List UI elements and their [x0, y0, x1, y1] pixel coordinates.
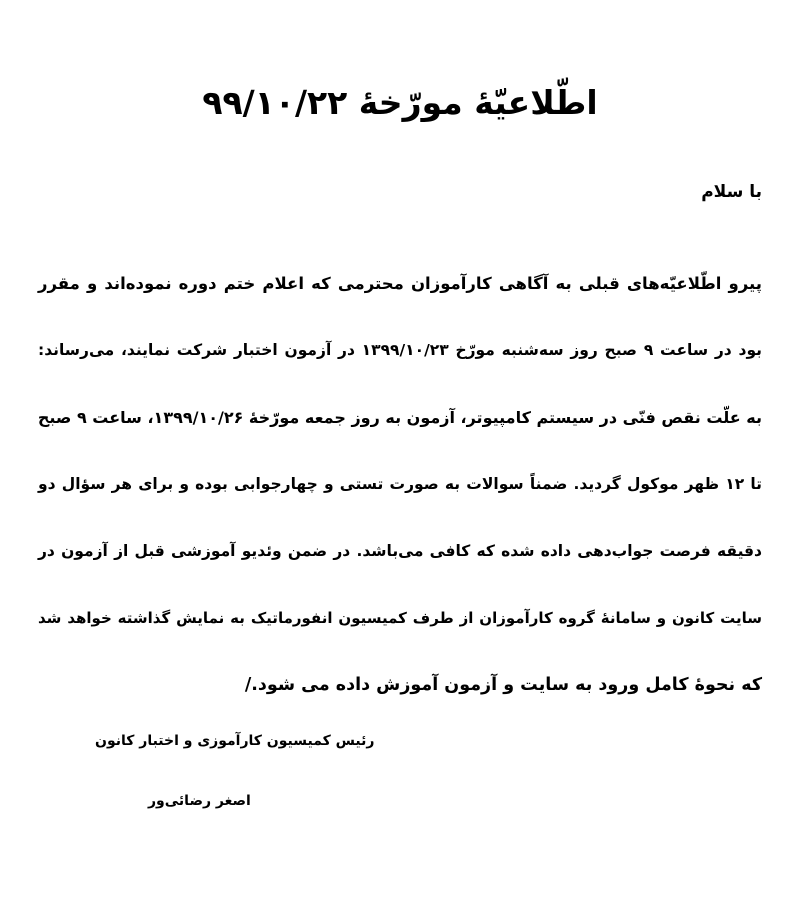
- body-line: بود در ساعت ۹ صبح روز سه‌شنبه مورّخ ۱۳۹۹/۱۰/۲۳ در آزمون اختبار شرکت نمایند، می‌رساند:: [38, 341, 762, 359]
- body-line: به علّت نقص فنّی در سیستم کامپیوتر، آزمون به روز جمعه مورّخۀ ۱۳۹۹/۱۰/۲۶، ساعت ۹ صبح: [37, 408, 762, 427]
- notice-body: [38, 250, 762, 719]
- body-line: که نحوۀ کامل ورود به سایت و آزمون آموزش داده می شود./: [244, 675, 762, 695]
- body-line: پیرو اطّلاعیّه‌های قبلی به آگاهی کارآموزان محترمی که اعلام ختم دوره نموده‌اند و مقرر: [38, 274, 762, 293]
- greeting: با سلام: [701, 182, 762, 202]
- body-line: سایت کانون و سامانۀ گروه کارآموزان از طرف کمیسیون انفورماتیک به نمایش گذاشته خواهد شد: [38, 609, 762, 627]
- body-line: دقیقه فرصت جواب‌دهی داده شده که کافی می‌باشد. در ضمن وئدیو آموزشی قبل از آزمون در: [38, 542, 762, 560]
- signature-role: رئیس کمیسیون کارآموزی و اختبار کانون: [95, 733, 375, 749]
- body-line: تا ۱۲ ظهر موکول گردید. ضمناً سوالات به صورت تستی و چهارجوابی بوده و برای هر سؤال دو: [38, 475, 762, 493]
- notice-title: اطّلاعیّۀ مورّخۀ ۹۹/۱۰/۲۲: [202, 83, 598, 122]
- signature-name: اصغر رضائی‌ور: [148, 793, 251, 809]
